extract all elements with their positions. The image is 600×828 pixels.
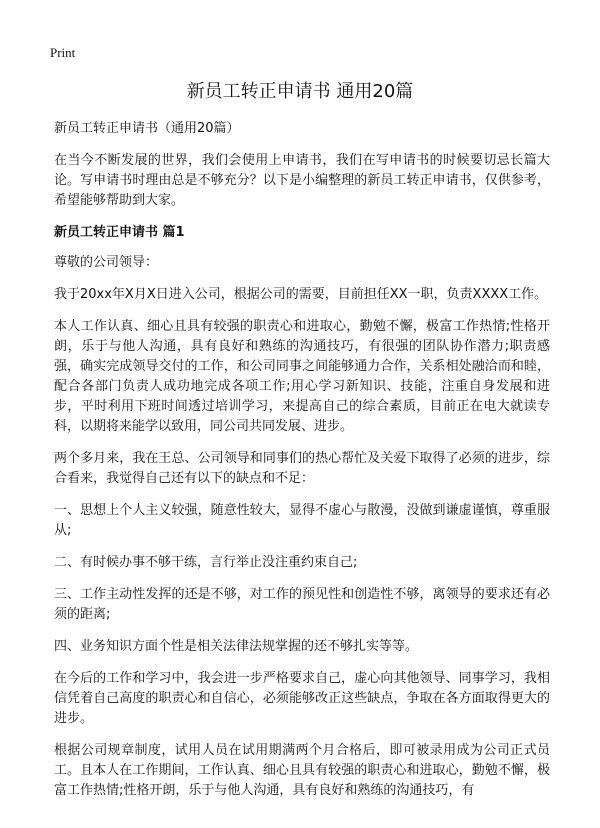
body-paragraph: 两个多月来，我在王总、公司领导和同事们的热心帮忙及关爱下取得了必须的进步，综合看来，我觉得自己还有以下的缺点和不足： [54,451,550,486]
list-item: 一、思想上个人主义较强，随意性较大，显得不虚心与散漫，没做到谦虚谨慎，尊重服从; [54,503,550,538]
salutation: 尊敬的公司领导： [54,255,159,270]
body-paragraph: 我于20xx年X月X日进入公司，根据公司的需要，目前担任XX一职，负责XXXX工作。 [54,287,548,302]
list-item: 三、工作主动性发挥的还是不够，对工作的预见性和创造性不够，离领导的要求还有必须的距离; [54,587,550,622]
document-title: 新员工转正申请书 通用20篇 [186,81,414,102]
body-paragraph: 在今后的工作和学习中，我会进一步严格要求自己，虚心向其他领导、同事学习，我相信凭着自己高度的职责心和自信心，必须能够改正这些缺点，争取在各方面取得更大的进步。 [54,671,550,726]
list-item: 四、业务知识方面个性是相关法律法规掌握的还不够扎实等等。 [54,639,419,654]
document-subtitle: 新员工转正申请书（通用20篇） [54,121,240,136]
print-link[interactable]: Print [50,45,76,60]
list-item: 二、有时候办事不够干练，言行举止没注重约束自己; [54,555,358,570]
section-title: 新员工转正申请书 篇1 [54,225,185,240]
body-paragraph: 本人工作认真、细心且具有较强的职责心和进取心，勤勉不懈，极富工作热情;性格开朗，乐于与他人沟通，具有良好和熟练的沟通技巧，有很强的团队协作潜力;职责感强，确实完成领导交付的工作，和公司同事之间能够通力合作，关系相处融洽而和睦，配合各部门负责人成功地完成各项工作;用心学习新知识、技能，注重自身发展和进步，平时利用下班时间透过培训学习，来提高自己的综合素质，目前正在电大就读专科，以期将来能学以致用，同公司共同发展、进步。 [54,319,550,434]
document-body [54,119,550,813]
body-paragraph: 根据公司规章制度，试用人员在试用期满两个月合格后，即可被录用成为公司正式员工。且本人在工作期间，工作认真、细心且具有较强的职责心和进取心，勤勉不懈，极富工作热情;性格开朗，乐于与他人沟通，具有良好和熟练的沟通技巧，有 [54,743,550,798]
intro-paragraph: 在当今不断发展的世界，我们会使用上申请书，我们在写申请书的时候要切忌长篇大论。写申请书时理由总是不够充分？以下是小编整理的新员工转正申请书，仅供参考，希望能够帮助到大家。 [54,153,550,208]
